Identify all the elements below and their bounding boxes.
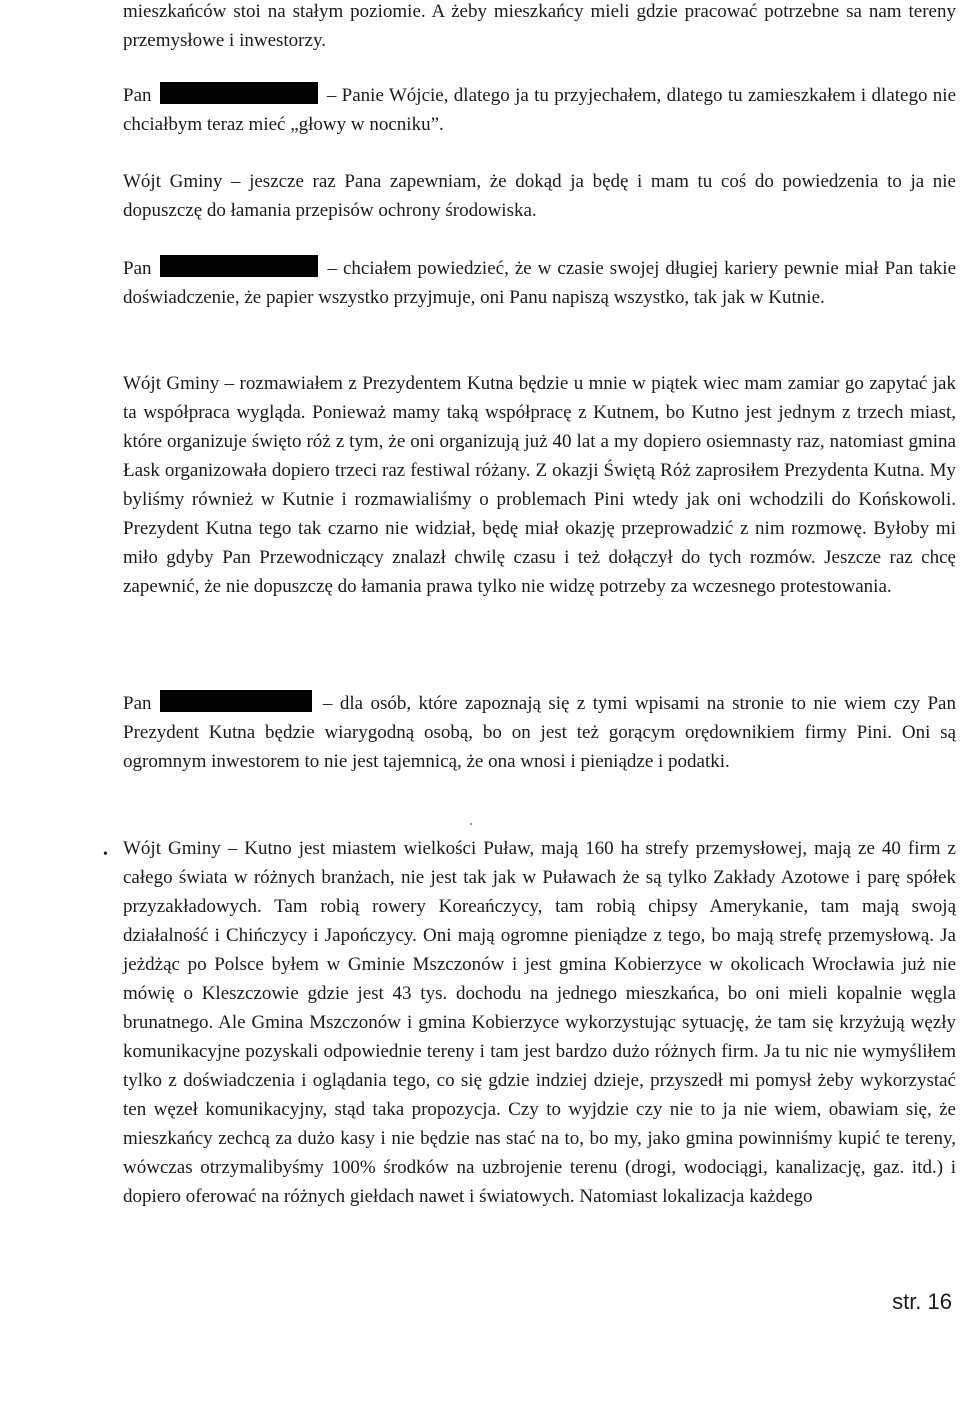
- bullet-marker: •: [103, 847, 108, 862]
- paragraph-6: [123, 689, 956, 776]
- paragraph-3: [123, 167, 956, 225]
- paragraph-7: [123, 834, 956, 1211]
- paragraph-1: [123, 0, 956, 55]
- speaker-label: Pan: [123, 693, 152, 714]
- paragraph-text: Wójt Gminy – jeszcze raz Pana zapewniam, że dokąd ja będę i mam tu coś do powiedzenia to ja nie dopuszczę do łamania przepisów ochrony środowiska.: [123, 171, 956, 221]
- redacted-name: [160, 690, 312, 712]
- paragraph-text: mieszkańców stoi na stałym poziomie. A żeby mieszkańcy mieli gdzie pracować potrzebne sa nam tereny przemysłowe i inwestorzy.: [123, 1, 956, 51]
- redacted-name: [160, 82, 318, 104]
- paragraph-text: – chciałem powiedzieć, że w czasie swojej długiej kariery pewnie miał Pan takie doświadczenie, że papier wszystko przyjmuje, oni Panu napiszą wszystko, tak jak w Kutnie.: [123, 258, 956, 308]
- paragraph-text: – dla osób, które zapoznają się z tymi wpisami na stronie to nie wiem czy Pan Prezydent Kutna będzie wiarygodną osobą, bo on jest też gorącym orędownikiem firmy Pini. Oni są ogromnym inwestorem to nie jest tajemnicą, że ona wnosi i pieniądze i podatki.: [123, 693, 956, 772]
- redacted-name: [160, 255, 318, 277]
- paragraph-text: Wójt Gminy – Kutno jest miastem wielkości Puław, mają 160 ha strefy przemysłowej, mają ze 40 firm z całego świata w różnych branżach, nie jest tak jak w Puławach że są tylko Zakłady Azotowe i parę spółek przyzakładowych. Tam robią rowery Koreańczycy, tam robią chipsy Amerykanie, tam mają swoją działalność i Chińczycy i Japończycy. Oni mają ogromne pieniądze z tego, bo mają strefę przemysłową. Ja jeżdżąc po Polsce byłem w Gminie Mszczonów i jest gmina Kobierzyce w okolicach Wrocławia już nie mówię o Kleszczowie gdzie jest 43 tys. dochodu na jednego mieszkańca, bo oni mieli kopalnie węgla brunatnego. Ale Gmina Mszczonów i gmina Kobierzyce wykorzystując sytuację, że tam się krzyżują węzły komunikacyjne pozyskali odpowiednie tereny i tam jest bardzo dużo różnych firm. Ja tu nic nie wymyśliłem tylko z doświadczenia i oglądania tego, co się gdzie indziej dzieje, przyszedł mi pomysł żeby wykorzystać ten węzeł komunikacyjny, stąd taka propozycja. Czy to wyjdzie czy nie to ja nie wiem, obawiam się, że mieszkańcy zechcą za dużo kasy i nie będzie nas stać na to, bo my, jako gmina powinniśmy kupić te tereny, wówczas otrzymalibyśmy 100% środków na uzbrojenie terenu (drogi, wodociągi, kanalizację, gaz. itd.) i dopiero oferować na różnych giełdach nawet i światowych. Natomiast lokalizacja każdego: [123, 838, 956, 1207]
- paragraph-4: [123, 254, 956, 312]
- speaker-label: Pan: [123, 258, 152, 279]
- page-number: str. 16: [892, 1289, 952, 1314]
- paragraph-text: – Panie Wójcie, dlatego ja tu przyjechałem, dlatego tu zamieszkałem i dlatego nie chciałbym teraz mieć „głowy w nocniku”.: [123, 85, 957, 135]
- paragraph-2: [123, 81, 956, 139]
- speaker-label: Pan: [123, 85, 152, 106]
- scan-speck: [470, 823, 472, 825]
- paragraph-text: Wójt Gminy – rozmawiałem z Prezydentem Kutna będzie u mnie w piątek wiec mam zamiar go zapytać jak ta współpraca wygląda. Ponieważ mamy taką współpracę z Kutnem, bo Kutno jest jednym z trzech miast, które organizuje święto róż z tym, że oni organizują już 40 lat a my dopiero osiemnasty raz, natomiast gmina Łask organizowała dopiero trzeci raz festiwal różany. Z okazji Świętą Róż zaprosiłem Prezydenta Kutna. My byliśmy również w Kutnie i rozmawialiśmy o problemach Pini wtedy jak oni wchodzili do Końskowoli. Prezydent Kutna tego tak czarno nie widział, będę miał okazję przeprowadzić z nim rozmowę. Byłoby mi miło gdyby Pan Przewodniczący znalazł chwilę czasu i też dołączył do tych rozmów. Jeszcze raz chcę zapewnić, że nie dopuszczę do łamania prawa tylko nie widzę potrzeby za wczesnego protestowania.: [123, 373, 956, 597]
- paragraph-5: [123, 369, 956, 601]
